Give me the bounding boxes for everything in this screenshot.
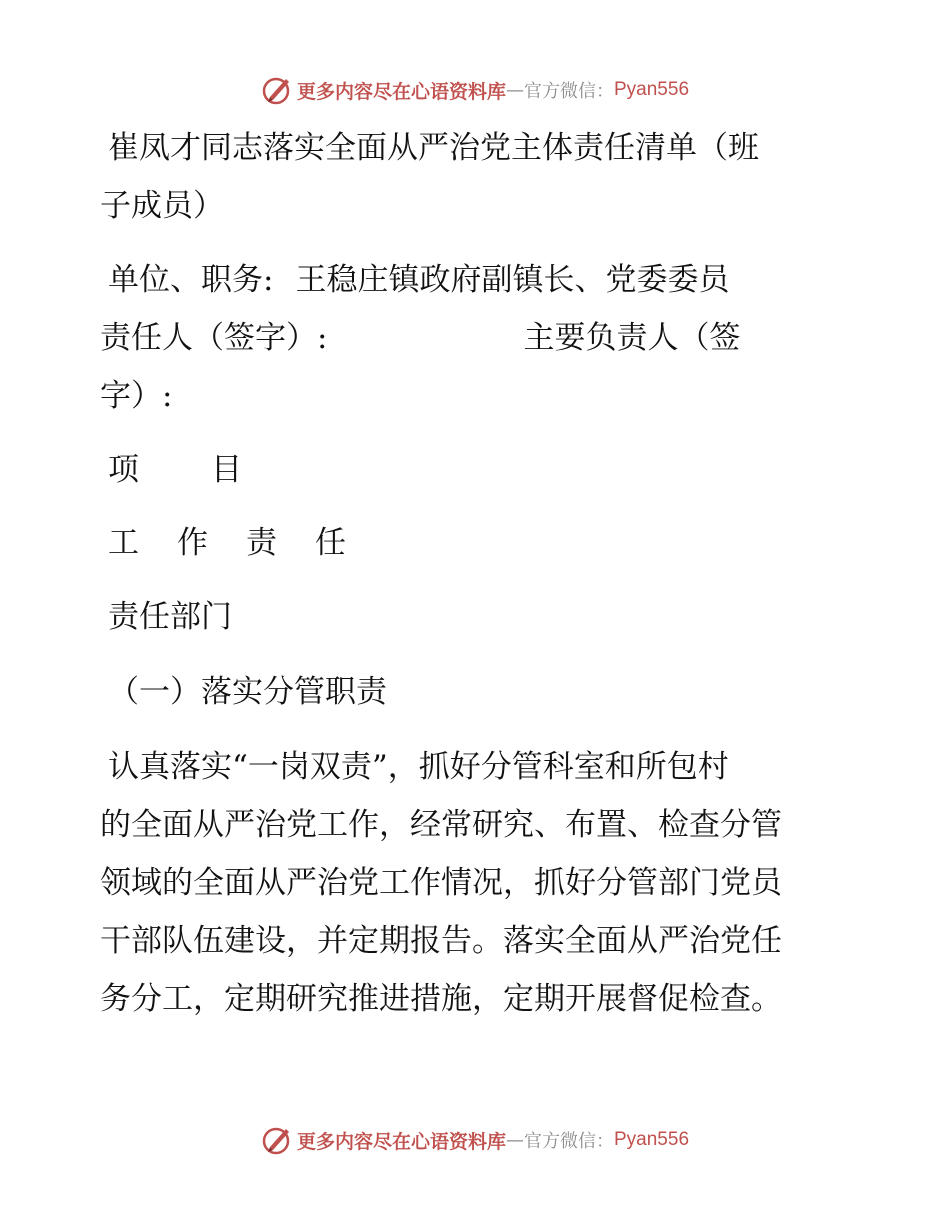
- section-title: （一）落实分管职责: [108, 674, 387, 710]
- watermark-wechat-id: Pyan556: [614, 79, 690, 100]
- header-duty-char: 任: [315, 525, 346, 561]
- header-department: 责任部门: [108, 599, 232, 635]
- doc-title-line-2: 子成员）: [100, 188, 224, 224]
- unit-label: 单位、职务:: [108, 262, 274, 298]
- responsible-signature-label: 责任人（签字）:: [100, 320, 328, 356]
- body-line: 领域的全面从严治党工作情况，抓好分管部门党员: [100, 865, 782, 901]
- header-watermark: [0, 70, 950, 110]
- watermark-prefix: 更多内容尽在心语资料库: [296, 1130, 506, 1153]
- header-item-char-1: 项: [108, 452, 139, 488]
- header-duty-char: 责: [246, 525, 277, 561]
- unit-value: 王稳庄镇政府副镇长、党委委员: [295, 262, 730, 298]
- header-item: [108, 450, 242, 490]
- body-line: 干部队伍建设，并定期报告。落实全面从严治党任: [100, 923, 782, 959]
- body-line: 认真落实“一岗双责”，抓好分管科室和所包村: [108, 749, 729, 785]
- doc-title-line-1: 崔凤才同志落实全面从严治党主体责任清单（班: [108, 130, 759, 166]
- watermark-wechat-label: 官方微信：: [524, 1131, 614, 1152]
- body-line: 务分工，定期研究推进措施，定期开展督促检查。: [100, 981, 782, 1017]
- quill-logo-icon: [261, 74, 293, 106]
- body-line: 的全面从严治党工作，经常研究、布置、检查分管: [100, 807, 782, 843]
- watermark-dash: —: [506, 79, 524, 101]
- watermark-wechat-label: 官方微信：: [524, 81, 614, 102]
- watermark-prefix: 更多内容尽在心语资料库: [296, 80, 506, 103]
- chief-signature-label: 主要负责人（签: [523, 320, 741, 356]
- watermark-wechat-id: Pyan556: [614, 1129, 690, 1150]
- header-duty: [108, 523, 346, 563]
- header-item-char-2: 目: [211, 452, 242, 488]
- footer-watermark: [0, 1120, 950, 1160]
- header-duty-char: 工: [108, 525, 139, 561]
- signature-line: [100, 318, 740, 358]
- watermark-dash: —: [506, 1129, 524, 1151]
- chief-signature-label-cont: 字）:: [100, 378, 173, 414]
- unit-position-line: [108, 260, 729, 300]
- header-duty-char: 作: [177, 525, 208, 561]
- quill-logo-icon: [261, 1124, 293, 1156]
